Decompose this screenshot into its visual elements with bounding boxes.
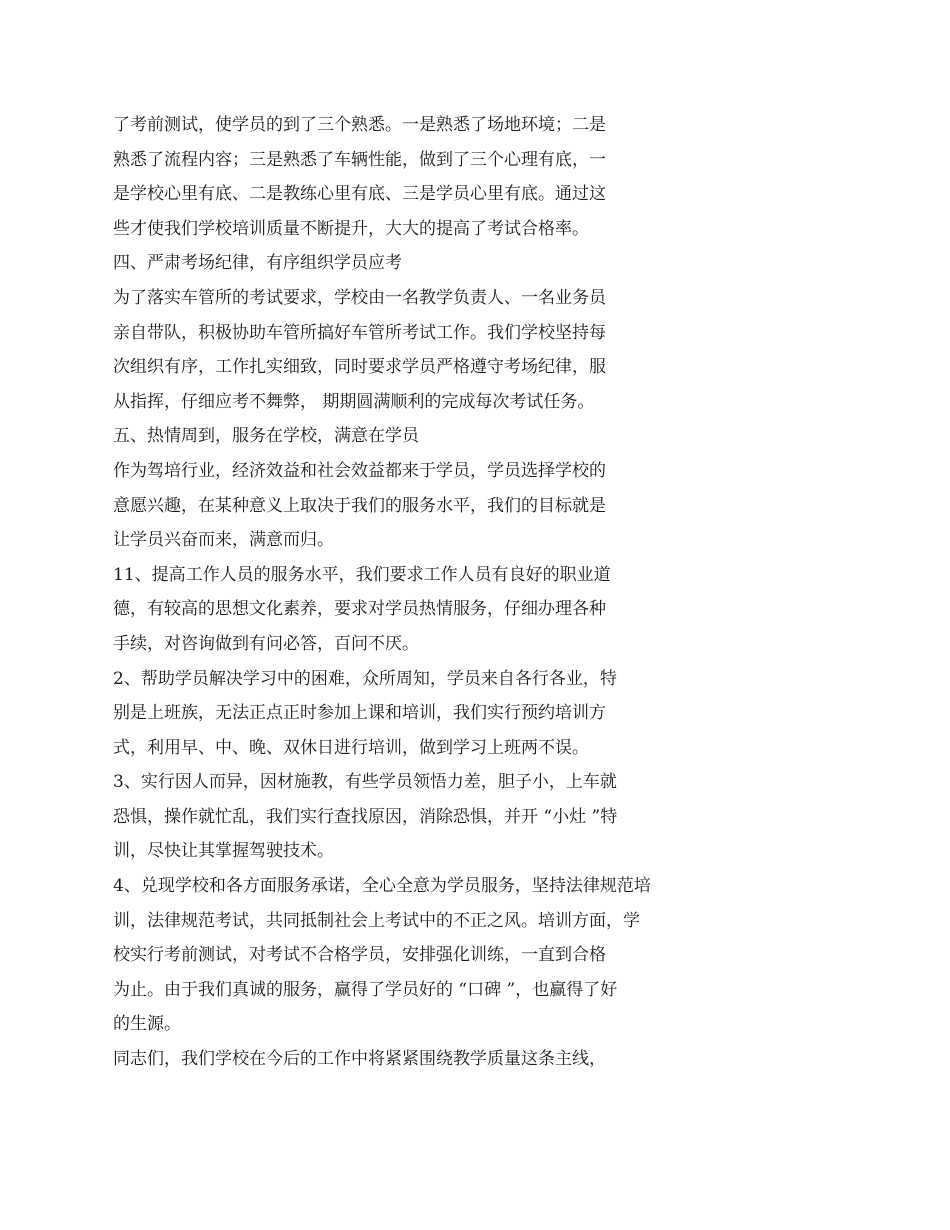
text-line: 训，尽快让其掌握驾驶技术。 (113, 841, 334, 862)
text-line: 是学校心里有底、二是教练心里有底、三是学员心里有底。通过这 (113, 184, 606, 205)
text-line: 的生源。 (113, 1014, 181, 1035)
section-heading: 四、严肃考场纪律，有序组织学员应考 (113, 253, 402, 274)
text-line: 从指挥，仔细应考不舞弊， 期期圆满顺利的完成每次考试任务。 (113, 391, 595, 412)
list-item-line: 2、帮助学员解决学习中的困难，众所周知，学员来自各行各业，特 (113, 668, 617, 689)
text-line: 次组织有序，工作扎实细致，同时要求学员严格遵守考场纪律，服 (113, 357, 606, 378)
text-line: 同志们，我们学校在今后的工作中将紧紧围绕教学质量这条主线， (113, 1049, 606, 1070)
text-line: 熟悉了流程内容；三是熟悉了车辆性能，做到了三个心理有底，一 (113, 149, 606, 170)
text-line: 些才使我们学校培训质量不断提升，大大的提高了考试合格率。 (113, 218, 589, 239)
document-body (113, 108, 713, 1077)
text-line: 让学员兴奋而来，满意而归。 (113, 530, 334, 551)
text-line: 意愿兴趣，在某种意义上取决于我们的服务水平，我们的目标就是 (113, 495, 606, 516)
section-heading: 五、热情周到，服务在学校，满意在学员 (113, 426, 419, 447)
list-item-line: 11、提高工作人员的服务水平，我们要求工作人员有良好的职业道 (113, 564, 611, 585)
text-line: 训，法律规范考试，共同抵制社会上考试中的不正之风。培训方面，学 (113, 910, 640, 931)
text-line: 手续，对咨询做到有问必答，百问不厌。 (113, 633, 419, 654)
text-line: 恐惧，操作就忙乱，我们实行查找原因，消除恐惧，并开 “小灶 ”特 (113, 806, 618, 827)
text-line: 亲自带队，积极协助车管所搞好车管所考试工作。我们学校坚持每 (113, 322, 606, 343)
list-item-line: 3、实行因人而异，因材施教，有些学员领悟力差，胆子小，上车就 (113, 772, 617, 793)
text-line: 了考前测试，使学员的到了三个熟悉。一是熟悉了场地环境；二是 (113, 115, 606, 135)
text-line: 德，有较高的思想文化素养，要求对学员热情服务，仔细办理各种 (113, 599, 606, 620)
text-line: 校实行考前测试，对考试不合格学员，安排强化训练，一直到合格 (113, 945, 606, 966)
text-line: 为止。由于我们真诚的服务，赢得了学员好的 “口碑 ”，也赢得了好 (113, 979, 618, 1000)
text-line: 别是上班族，无法正点正时参加上课和培训，我们实行预约培训方 (113, 703, 606, 724)
text-line: 为了落实车管所的考试要求，学校由一名教学负责人、一名业务员 (113, 287, 606, 308)
text-line: 作为驾培行业，经济效益和社会效益都来于学员，学员选择学校的 (113, 460, 606, 481)
text-line: 式，利用早、中、晚、双休日进行培训，做到学习上班两不误。 (113, 737, 589, 758)
list-item-line: 4、兑现学校和各方面服务承诺，全心全意为学员服务，坚持法律规范培 (113, 876, 651, 897)
